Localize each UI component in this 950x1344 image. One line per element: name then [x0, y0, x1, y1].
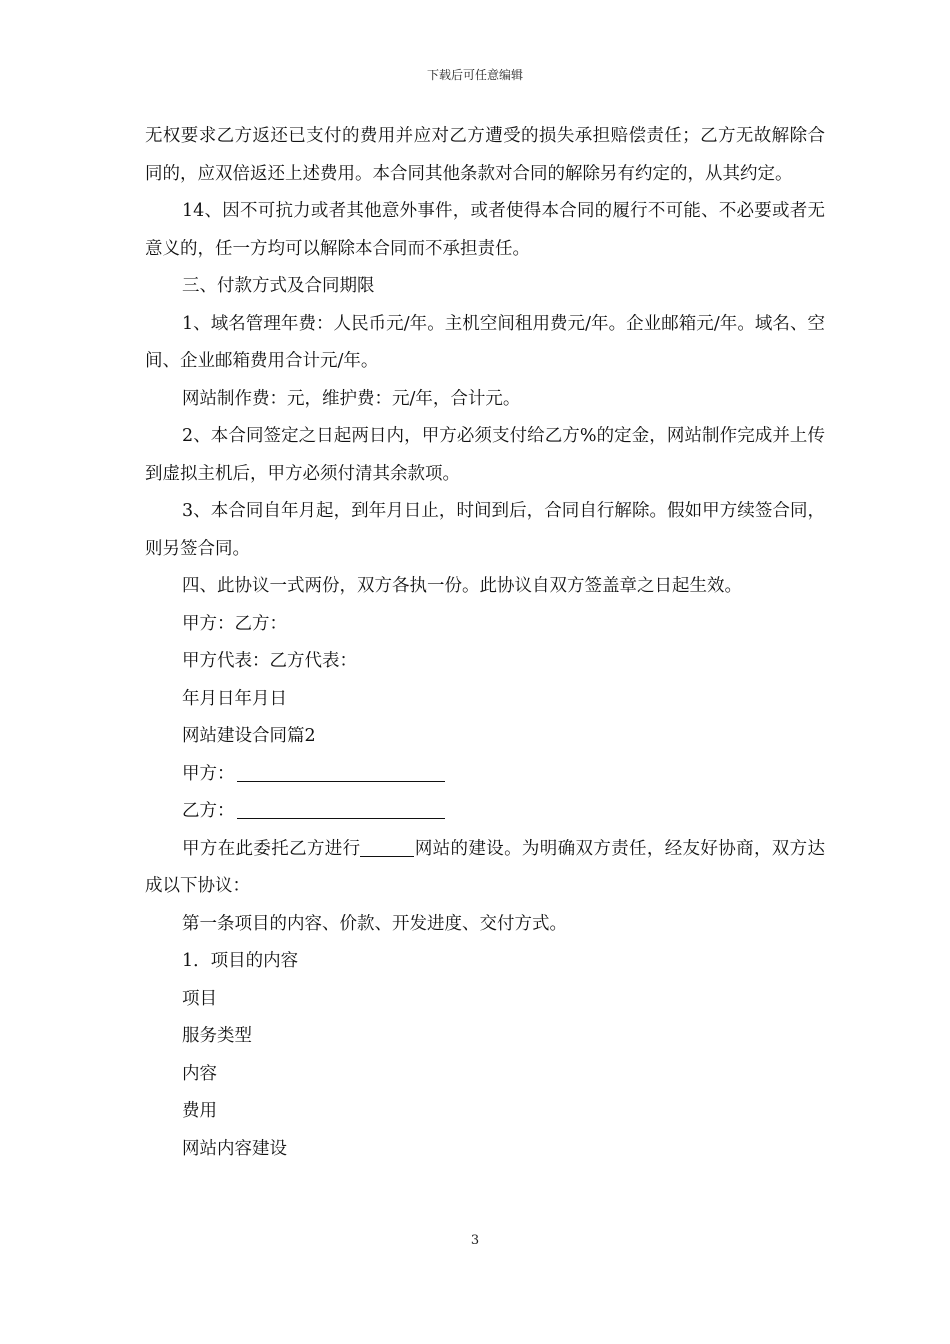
paragraph-copies: 四、此协议一式两份，双方各执一份。此协议自双方签盖章之日起生效。 [182, 576, 742, 596]
paragraph-annual-fees: 1、域名管理年费：人民币元/年。主机空间租用费元/年。企业邮箱元/年。域名、空间、企业邮箱费用合计元/年。 [145, 313, 825, 371]
paragraph-contract-term: 3、本合同自年月起，到年月日止，时间到后，合同自行解除。假如甲方续签合同，则另签合同。 [145, 501, 825, 559]
table-label-cost: 费用 [182, 1101, 217, 1121]
page-header: 下载后可任意编辑 [426, 68, 523, 82]
document-body [145, 118, 825, 1168]
contract-title-2: 网站建设合同篇2 [182, 726, 316, 746]
party-b-blank [237, 800, 445, 819]
table-label-service-type: 服务类型 [182, 1026, 252, 1046]
paragraph-entrust [145, 831, 825, 906]
paragraph-termination-clause: 无权要求乙方返还已支付的费用并应对乙方遭受的损失承担赔偿责任；乙方无故解除合同的，应双倍返还上述费用。本合同其他条款对合同的解除另有约定的，从其约定。 [145, 126, 825, 184]
party-b-label: 乙方： [182, 801, 235, 821]
party-a-label: 甲方： [182, 763, 235, 784]
party-a-blank [237, 763, 445, 782]
signature-parties: 甲方：乙方： [182, 613, 287, 634]
signature-dates: 年月日年月日 [182, 688, 287, 709]
section-heading-payment: 三、付款方式及合同期限 [182, 276, 375, 296]
entrust-text-after: 网站的建设。为明确双方责任，经友好协商，双方达成以下协议： [145, 838, 825, 896]
article-one-heading: 第一条项目的内容、价款、开发进度、交付方式。 [182, 913, 567, 934]
paragraph-production-fee: 网站制作费：元，维护费：元/年，合计元。 [182, 388, 521, 409]
entrust-text-before: 甲方在此委托乙方进行 [182, 838, 361, 859]
item-content-heading: 1．项目的内容 [182, 951, 299, 971]
paragraph-force-majeure: 14、因不可抗力或者其他意外事件，或者使得本合同的履行不可能、不必要或者无意义的，任一方均可以解除本合同而不承担责任。 [145, 201, 825, 259]
table-label-content: 内容 [182, 1063, 217, 1084]
signature-representatives: 甲方代表：乙方代表： [182, 651, 357, 671]
website-name-blank [360, 838, 414, 857]
table-label-website-content: 网站内容建设 [182, 1138, 287, 1159]
party-b-line [145, 793, 825, 831]
party-a-line [145, 756, 825, 794]
paragraph-deposit: 2、本合同签定之日起两日内，甲方必须支付给乙方%的定金，网站制作完成并上传到虚拟主机后，甲方必须付清其余款项。 [145, 426, 825, 484]
page-number: 3 [470, 1233, 480, 1248]
table-label-project: 项目 [182, 988, 217, 1009]
